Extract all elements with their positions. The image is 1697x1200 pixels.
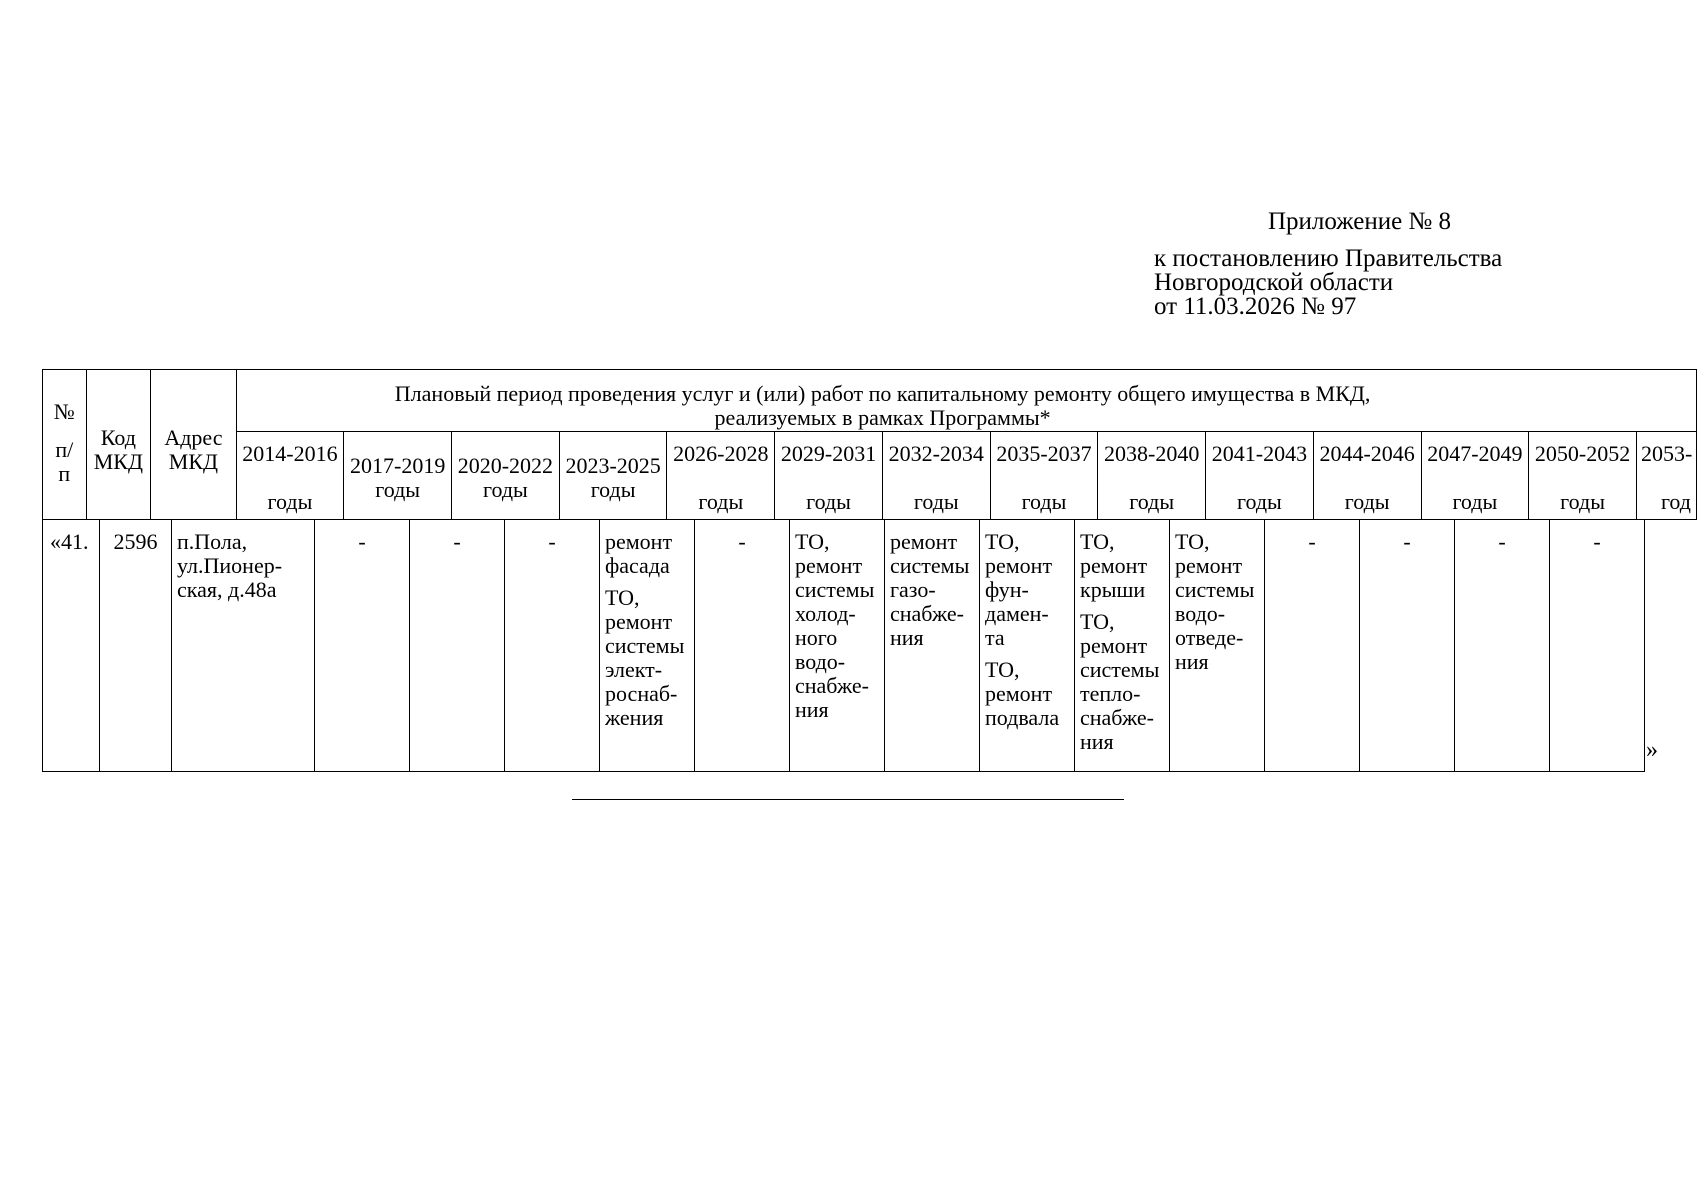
year-header-13 (1529, 432, 1637, 520)
header-code-line1: Код (100, 425, 136, 450)
year-label: годы (267, 489, 313, 514)
schedule-table-body (42, 519, 1645, 772)
header-period (236, 370, 1696, 432)
work-text: жения (605, 705, 664, 730)
row-code: 2596 (100, 520, 172, 772)
table-row (43, 520, 1645, 772)
work-text: ремонт (605, 529, 673, 554)
work-text: подвала (985, 705, 1060, 730)
address-line: ская, д.48а (177, 577, 277, 602)
header-address-line2: МКД (168, 449, 219, 474)
cell-2032-2034 (885, 520, 980, 772)
cell-2047-2049: - (1360, 520, 1455, 772)
year-range: 2029-2031 (780, 441, 877, 466)
year-label: годы (1452, 489, 1498, 514)
cell-2044-2046: - (1265, 520, 1360, 772)
year-header-3 (452, 432, 560, 520)
work-text: ТО, (605, 585, 640, 610)
closing-quote: » (1646, 737, 1658, 763)
work-text: крыши (1080, 577, 1146, 602)
bottom-rule (572, 799, 1124, 800)
work-text: водо- (1175, 601, 1226, 626)
work-text: ТО, (985, 529, 1020, 554)
work-text: дамен- (985, 601, 1049, 626)
work-text: фасада (605, 553, 670, 578)
year-range: 2023-2025 (565, 453, 661, 478)
work-text: элект- (605, 657, 663, 682)
work-text: системы (1080, 657, 1160, 682)
caption-line-1: к постановлению Правительства (1154, 245, 1503, 272)
work-text: системы (795, 577, 875, 602)
year-range: 2053- (1640, 441, 1693, 466)
year-range: 2014-2016 (242, 441, 338, 466)
year-label: годы (482, 477, 528, 502)
address-line: ул.Пионер- (177, 553, 283, 578)
cell-2029-2031 (790, 520, 885, 772)
header-num-line2: п/ (55, 437, 74, 462)
work-text: ТО, (985, 657, 1020, 682)
header-period-line2: реализуемых в рамках Программы* (714, 405, 1051, 430)
header-code-line2: МКД (93, 449, 143, 474)
year-range: 2050-2052 (1534, 441, 1631, 466)
year-label: годы (1129, 489, 1175, 514)
year-header-14 (1636, 432, 1696, 520)
year-header-7 (882, 432, 990, 520)
year-label: годы (806, 489, 851, 514)
work-text: ТО, (1080, 609, 1115, 634)
cell-2023-2025 (600, 520, 695, 772)
year-range: 2038-2040 (1104, 441, 1200, 466)
work-text: системы (605, 633, 685, 658)
work-text: ния (1080, 729, 1114, 754)
address-line: п.Пола, (177, 529, 248, 554)
work-text: ния (1175, 649, 1209, 674)
year-label: годы (375, 477, 421, 502)
work-text: водо- (795, 649, 846, 674)
year-range: 2017-2019 (350, 453, 446, 478)
row-address (172, 520, 315, 772)
work-text: снабже- (890, 601, 964, 626)
appendix-title: Приложение № 8 (1268, 208, 1452, 235)
header-num (43, 370, 87, 520)
work-text: снабже- (1080, 705, 1154, 730)
cell-2017-2019: - (410, 520, 505, 772)
year-range: 2041-2043 (1211, 441, 1308, 466)
cell-2014-2016: - (315, 520, 410, 772)
work-text: ремонт (1080, 633, 1148, 658)
cell-2050-2052: - (1455, 520, 1550, 772)
work-text: ТО, (1175, 529, 1210, 554)
year-label: годы (913, 489, 959, 514)
work-text: ремонт (605, 609, 673, 634)
cell-2038-2040 (1075, 520, 1170, 772)
header-num-line3: п (58, 461, 71, 486)
year-header-4 (559, 432, 667, 520)
work-text: системы (890, 553, 970, 578)
work-text: ремонт (1175, 553, 1243, 578)
year-range: 2047-2049 (1427, 441, 1523, 466)
work-text: снабже- (795, 673, 869, 698)
cell-2020-2022: - (505, 520, 600, 772)
work-text: ремонт (985, 681, 1053, 706)
header-period-line1: Плановый период проведения услуг и (или) работ по капитальному ремонту общего имущества в МКД, (394, 381, 1371, 406)
year-range: 2020-2022 (457, 453, 554, 478)
work-text: отведе- (1175, 625, 1244, 650)
year-range: 2044-2046 (1319, 441, 1415, 466)
work-text: роснаб- (605, 681, 678, 706)
caption-line-2: Новгородской области (1154, 269, 1394, 296)
work-text: ного (795, 625, 838, 650)
work-text: газо- (890, 577, 936, 602)
year-label: годы (1021, 489, 1067, 514)
cell-2026-2028: - (695, 520, 790, 772)
header-address (151, 370, 236, 520)
schedule-table-header (42, 369, 1697, 520)
year-header-11 (1313, 432, 1421, 520)
header-code (86, 370, 151, 520)
work-text: ремонт (1080, 553, 1148, 578)
cell-2035-2037 (980, 520, 1075, 772)
work-text: ния (795, 697, 829, 722)
cell-2053: - (1550, 520, 1645, 772)
year-label: годы (1344, 489, 1390, 514)
year-range: 2026-2028 (673, 441, 769, 466)
year-label: годы (698, 489, 744, 514)
year-header-8 (990, 432, 1098, 520)
header-address-line1: Адрес (164, 425, 223, 450)
work-text: холод- (795, 601, 856, 626)
work-text: ния (890, 625, 924, 650)
year-label: год (1660, 489, 1691, 514)
work-text: ремонт (795, 553, 863, 578)
work-text: тепло- (1080, 681, 1141, 706)
work-text: ремонт (985, 553, 1053, 578)
caption-line-3: от 11.03.2026 № 97 (1154, 293, 1357, 320)
work-text: фун- (985, 577, 1029, 602)
year-label: годы (1237, 489, 1282, 514)
work-text: ТО, (795, 529, 830, 554)
work-text: ремонт (890, 529, 958, 554)
header-num-line1: № (53, 399, 75, 424)
work-text: ТО, (1080, 529, 1115, 554)
year-header-2 (344, 432, 452, 520)
year-header-10 (1206, 432, 1314, 520)
year-header-6 (775, 432, 883, 520)
work-text: системы (1175, 577, 1255, 602)
row-num: «41. (43, 520, 100, 772)
year-range: 2032-2034 (888, 441, 984, 466)
year-label: годы (590, 477, 636, 502)
year-header-5 (667, 432, 775, 520)
year-range: 2035-2037 (996, 441, 1092, 466)
cell-2041-2043 (1170, 520, 1265, 772)
work-text: та (985, 625, 1005, 650)
year-header-1 (236, 432, 344, 520)
year-label: годы (1560, 489, 1605, 514)
year-header-9 (1098, 432, 1206, 520)
year-header-12 (1421, 432, 1529, 520)
